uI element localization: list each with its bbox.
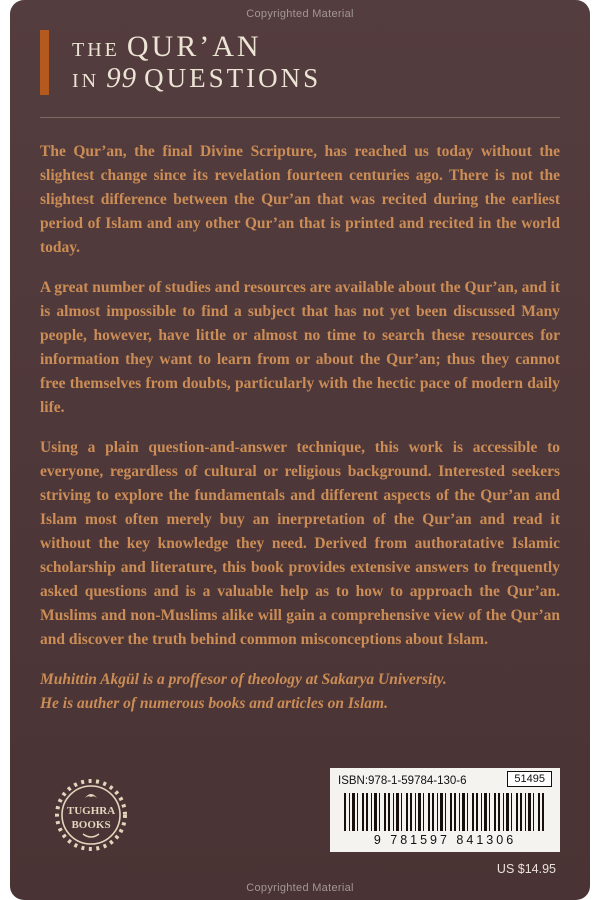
title-line-2 xyxy=(72,63,321,95)
title-accent-bar xyxy=(40,30,49,95)
copyright-watermark-bottom: Copyrighted Material xyxy=(246,882,354,894)
title-number-99: 99 xyxy=(106,62,138,94)
logo-crest-ornament xyxy=(85,794,97,798)
book-title xyxy=(72,30,321,95)
barcode-addon-code: 51495 xyxy=(507,771,552,787)
barcode-digits: 9 781597 841306 xyxy=(373,833,517,847)
back-cover-paragraph-3: Using a plain question-and-answer technique, this work is accessible to everyone, regardless of cultural or religious background. Interested seekers striving to explore the fundamentals and different aspects of the Qur’an and Islam most often merely buy an inerpretation of the Qur’an and read it without the key knowledge they need. Derived from authoratative Islamic scholarship and literature, this book provides extensive answers to frequently asked questions and is a valuable help as to how to approach the Qur’an. Muslims and non-Muslims alike will gain a comprehensive view of the Qur’an and discover the truth behind common misconceptions about Islam. xyxy=(40,438,560,648)
author-bio-line-1: Muhittin Akgül is a proffesor of theology at Sakarya University. xyxy=(40,670,447,688)
logo-base-flourish xyxy=(83,834,99,837)
back-cover-text xyxy=(40,140,560,716)
barcode-bars xyxy=(344,793,546,831)
tughra-books-logo xyxy=(52,776,130,854)
price-label: US $14.95 xyxy=(496,862,556,876)
title-word-quran: QUR’AN xyxy=(126,30,262,63)
title-word-the: THE xyxy=(72,39,120,61)
isbn-row xyxy=(338,772,552,792)
author-bio xyxy=(40,668,560,716)
title-word-questions: QUESTIONS xyxy=(144,63,322,93)
logo-text-tughra: TUGHRA xyxy=(66,805,116,817)
copyright-watermark-top: Copyrighted Material xyxy=(246,8,354,20)
title-line-1 xyxy=(72,30,321,63)
isbn-number: ISBN:978-1-59784-130-6 xyxy=(338,775,467,787)
title-word-in: IN xyxy=(72,70,100,92)
title-block xyxy=(40,30,560,95)
barcode-panel xyxy=(330,768,560,852)
back-cover-paragraph-1: The Qur’an, the final Divine Scripture, has reached us today without the slightest change since its revelation fourteen centuries ago. There is not the slightest difference between the Qur’an that was recited during the earliest period of Islam and any other Qur’an that is printed and recited in the world today. xyxy=(40,142,560,256)
logo-text-books: BOOKS xyxy=(71,819,111,831)
back-cover xyxy=(10,0,590,900)
title-divider-rule xyxy=(40,117,560,118)
author-bio-line-2: He is auther of numerous books and articles on Islam. xyxy=(40,694,388,712)
back-cover-paragraph-2: A great number of studies and resources are available about the Qur’an, and it is almost impossible to find a subject that has not yet been discussed Many people, however, have little or almost no time to search these resources for information they want to learn from or about the Qur’an; thus they cannot free themselves from doubts, particularly with the hectic pace of modern daily life. xyxy=(40,278,560,416)
